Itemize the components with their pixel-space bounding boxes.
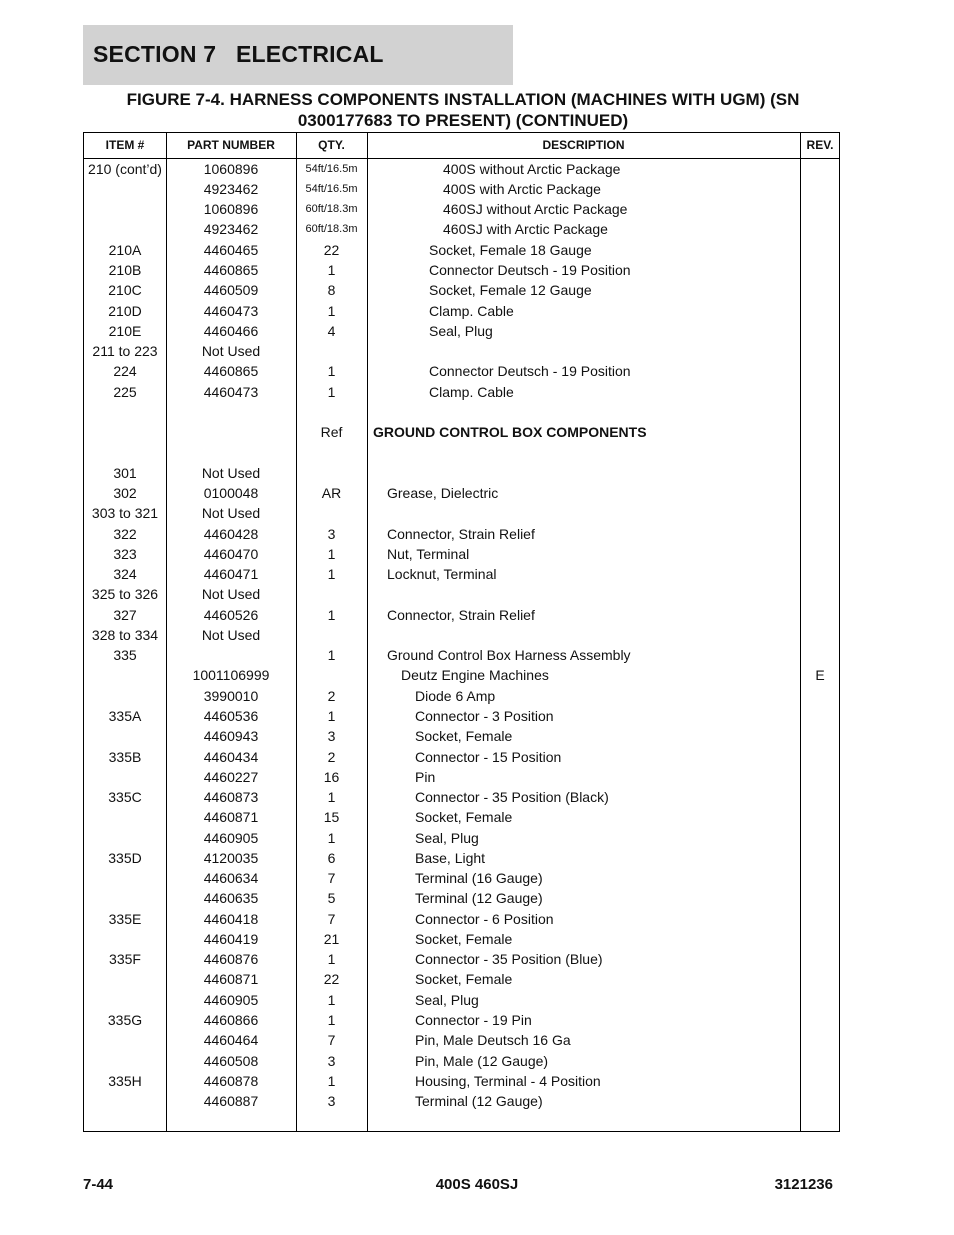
table-row	[84, 969, 839, 989]
part-number: 4460865	[203, 363, 259, 379]
quantity: 4	[327, 323, 336, 339]
table-row	[84, 260, 839, 280]
part-number: 4460509	[203, 282, 259, 298]
table-row	[84, 1051, 839, 1071]
item-number: 335G	[107, 1012, 143, 1028]
table-row	[84, 828, 839, 848]
part-number: 4460419	[203, 931, 259, 947]
description: Pin, Male Deutsch 16 Ga	[415, 1032, 571, 1048]
part-number: Not Used	[201, 586, 261, 602]
part-number: 4460866	[203, 1012, 259, 1028]
part-number: 4460473	[203, 384, 259, 400]
quantity: 8	[327, 282, 336, 298]
quantity: 60ft/18.3m	[305, 223, 358, 235]
quantity: 1	[327, 708, 336, 724]
item-number: 302	[113, 485, 137, 501]
item-number: 328 to 334	[91, 627, 159, 643]
table-row	[84, 463, 839, 483]
quantity: 1	[327, 363, 336, 379]
quantity: 22	[323, 242, 340, 258]
table-row	[84, 605, 839, 625]
description: Nut, Terminal	[387, 546, 470, 562]
table-row	[84, 767, 839, 787]
table-row	[84, 1091, 839, 1111]
section-header	[83, 25, 513, 85]
quantity: 6	[327, 850, 336, 866]
part-number: 4460466	[203, 323, 259, 339]
quantity: 15	[323, 809, 340, 825]
table-row	[84, 422, 839, 442]
part-number: 4460526	[203, 607, 259, 623]
description: Deutz Engine Machines	[401, 667, 549, 683]
table-row	[84, 868, 839, 888]
item-number: 335	[113, 647, 137, 663]
part-number: Not Used	[201, 505, 261, 521]
table-row	[84, 1071, 839, 1091]
item-number: 210B	[108, 262, 142, 278]
table-row	[84, 686, 839, 706]
table-row	[84, 483, 839, 503]
description: GROUND CONTROL BOX COMPONENTS	[373, 424, 647, 440]
description: Diode 6 Amp	[415, 688, 496, 704]
footer-doc-number: 3121236	[774, 1176, 833, 1193]
part-number: 3990010	[203, 688, 259, 704]
table-row	[84, 301, 839, 321]
item-number: 335B	[108, 749, 142, 765]
description: Socket, Female	[415, 971, 513, 987]
quantity: AR	[321, 485, 342, 501]
table-row	[84, 524, 839, 544]
table-row	[84, 219, 839, 239]
header-description: DESCRIPTION	[542, 138, 625, 152]
figure-title-line-2: 0300177683 TO PRESENT) (CONTINUED)	[297, 111, 629, 130]
item-number: 210 (cont’d)	[88, 161, 162, 177]
table-row	[84, 503, 839, 523]
quantity: 1	[327, 1012, 336, 1028]
description: Socket, Female 18 Gauge	[429, 242, 592, 258]
quantity: 7	[327, 911, 336, 927]
table-row	[84, 584, 839, 604]
item-number: 335D	[108, 850, 142, 866]
table-row	[84, 361, 839, 381]
quantity: 54ft/16.5m	[305, 163, 358, 175]
table-row	[84, 665, 839, 685]
description: Pin	[415, 769, 436, 785]
description: Ground Control Box Harness Assembly	[387, 647, 631, 663]
description: 400S with Arctic Package	[443, 181, 601, 197]
quantity: 1	[327, 647, 336, 663]
description: Terminal (12 Gauge)	[415, 1093, 543, 1109]
item-number: 301	[113, 465, 137, 481]
table-row	[84, 564, 839, 584]
description: Socket, Female 12 Gauge	[429, 282, 592, 298]
quantity: 16	[323, 769, 340, 785]
description: Socket, Female	[415, 809, 513, 825]
revision: E	[815, 667, 825, 683]
description: 460SJ without Arctic Package	[443, 201, 628, 217]
part-number: 4460943	[203, 728, 259, 744]
section-title: SECTION 7 ELECTRICAL	[93, 41, 384, 67]
item-number: 335F	[109, 951, 141, 967]
part-number: Not Used	[201, 343, 261, 359]
description: Terminal (16 Gauge)	[415, 870, 543, 886]
quantity: 1	[327, 384, 336, 400]
quantity: 3	[327, 1093, 336, 1109]
item-number: 211 to 223	[92, 343, 158, 359]
item-number: 225	[113, 384, 137, 400]
table-row	[84, 341, 839, 361]
part-number: 4460887	[203, 1093, 259, 1109]
figure-title-line-1: FIGURE 7-4. HARNESS COMPONENTS INSTALLATION (MACHINES WITH UGM) (SN	[126, 90, 800, 109]
item-number: 210D	[108, 303, 142, 319]
description: Seal, Plug	[415, 992, 479, 1008]
item-number: 210E	[108, 323, 142, 339]
part-number: 4460418	[203, 911, 259, 927]
part-number: 4923462	[203, 221, 259, 237]
description: Connector Deutsch - 19 Position	[429, 363, 631, 379]
item-number: 335E	[108, 911, 142, 927]
footer-page-number: 7-44	[83, 1176, 114, 1193]
part-number: 4460508	[203, 1053, 259, 1069]
footer-model: 400S 460SJ	[435, 1176, 519, 1193]
part-number: 4460871	[203, 809, 259, 825]
quantity: 22	[323, 971, 340, 987]
part-number: 4460876	[203, 951, 259, 967]
figure-title	[83, 89, 843, 131]
table-row	[84, 240, 839, 260]
table-row	[84, 909, 839, 929]
part-number: 4460470	[203, 546, 259, 562]
part-number: 4460905	[203, 830, 259, 846]
item-number: 323	[113, 546, 137, 562]
part-number: 4923462	[203, 181, 259, 197]
description: Clamp. Cable	[429, 303, 514, 319]
description: Pin, Male (12 Gauge)	[415, 1053, 549, 1069]
part-number: Not Used	[201, 465, 261, 481]
item-number: 210A	[108, 242, 142, 258]
parts-table	[83, 132, 840, 1132]
quantity: 7	[327, 1032, 336, 1048]
description: Connector, Strain Relief	[387, 607, 535, 623]
quantity: 1	[327, 262, 336, 278]
part-number: 4460464	[203, 1032, 259, 1048]
part-number: 4460428	[203, 526, 259, 542]
quantity: 1	[327, 607, 336, 623]
part-number: 0100048	[203, 485, 259, 501]
header-part-number: PART NUMBER	[187, 138, 275, 152]
quantity: 3	[327, 526, 336, 542]
table-row	[84, 544, 839, 564]
header-rev: REV.	[806, 138, 834, 152]
description: 460SJ with Arctic Package	[443, 221, 608, 237]
table-row	[84, 787, 839, 807]
quantity: 1	[327, 303, 336, 319]
quantity: 1	[327, 789, 336, 805]
header-qty: QTY.	[318, 138, 345, 152]
part-number: 4460536	[203, 708, 259, 724]
quantity: 3	[327, 1053, 336, 1069]
description: Housing, Terminal - 4 Position	[415, 1073, 601, 1089]
table-row	[84, 929, 839, 949]
description: Connector - 6 Position	[415, 911, 554, 927]
part-number: 4460878	[203, 1073, 259, 1089]
description: Socket, Female	[415, 931, 513, 947]
part-number: 4460227	[203, 769, 259, 785]
item-number: 224	[113, 363, 137, 379]
description: Connector - 15 Position	[415, 749, 562, 765]
item-number: 335C	[108, 789, 142, 805]
quantity: 54ft/16.5m	[305, 183, 358, 195]
table-row	[84, 726, 839, 746]
table-row	[84, 990, 839, 1010]
description: Connector - 35 Position (Blue)	[415, 951, 603, 967]
quantity: 1	[327, 830, 336, 846]
part-number: 4460634	[203, 870, 259, 886]
quantity: 7	[327, 870, 336, 886]
item-number: 303 to 321	[91, 505, 159, 521]
item-number: 335H	[108, 1073, 142, 1089]
table-row	[84, 321, 839, 341]
quantity: 60ft/18.3m	[305, 203, 358, 215]
description: Seal, Plug	[415, 830, 479, 846]
item-number: 325 to 326	[91, 586, 159, 602]
quantity: Ref	[320, 424, 343, 440]
table-row	[84, 199, 839, 219]
table-row	[84, 807, 839, 827]
quantity: 2	[327, 749, 336, 765]
description: Terminal (12 Gauge)	[415, 890, 543, 906]
description: Base, Light	[415, 850, 486, 866]
item-number: 322	[113, 526, 137, 542]
table-row	[84, 747, 839, 767]
table-row	[84, 179, 839, 199]
part-number: 4460865	[203, 262, 259, 278]
part-number: Not Used	[201, 627, 261, 643]
part-number: 4460635	[203, 890, 259, 906]
table-row	[84, 382, 839, 402]
part-number: 4460434	[203, 749, 259, 765]
table-row	[84, 625, 839, 645]
quantity: 1	[327, 566, 336, 582]
part-number: 4120035	[203, 850, 259, 866]
part-number: 4460473	[203, 303, 259, 319]
quantity: 1	[327, 951, 336, 967]
table-row	[84, 1010, 839, 1030]
quantity: 1	[327, 1073, 336, 1089]
description: Connector Deutsch - 19 Position	[429, 262, 631, 278]
part-number: 1001106999	[192, 667, 270, 683]
description: Locknut, Terminal	[387, 566, 497, 582]
quantity: 2	[327, 688, 336, 704]
description: Grease, Dielectric	[387, 485, 499, 501]
part-number: 4460471	[203, 566, 259, 582]
quantity: 3	[327, 728, 336, 744]
part-number: 4460871	[203, 971, 259, 987]
table-row	[84, 848, 839, 868]
quantity: 1	[327, 546, 336, 562]
table-row	[84, 888, 839, 908]
quantity: 1	[327, 992, 336, 1008]
description: Connector - 19 Pin	[415, 1012, 532, 1028]
item-number: 335A	[108, 708, 142, 724]
quantity: 5	[327, 890, 336, 906]
description: Seal, Plug	[429, 323, 493, 339]
item-number: 210C	[108, 282, 142, 298]
item-number: 324	[113, 566, 137, 582]
part-number: 1060896	[203, 161, 259, 177]
table-row	[84, 159, 839, 179]
table-row	[84, 645, 839, 665]
part-number: 4460873	[203, 789, 259, 805]
part-number: 1060896	[203, 201, 259, 217]
table-row	[84, 280, 839, 300]
table-row	[84, 706, 839, 726]
description: Connector, Strain Relief	[387, 526, 535, 542]
description: Connector - 35 Position (Black)	[415, 789, 609, 805]
header-item: ITEM #	[105, 138, 145, 152]
description: Clamp. Cable	[429, 384, 514, 400]
quantity: 21	[323, 931, 340, 947]
table-row	[84, 1030, 839, 1050]
description: 400S without Arctic Package	[443, 161, 621, 177]
part-number: 4460905	[203, 992, 259, 1008]
description: Connector - 3 Position	[415, 708, 554, 724]
table-row	[84, 949, 839, 969]
part-number: 4460465	[203, 242, 259, 258]
description: Socket, Female	[415, 728, 513, 744]
item-number: 327	[113, 607, 137, 623]
